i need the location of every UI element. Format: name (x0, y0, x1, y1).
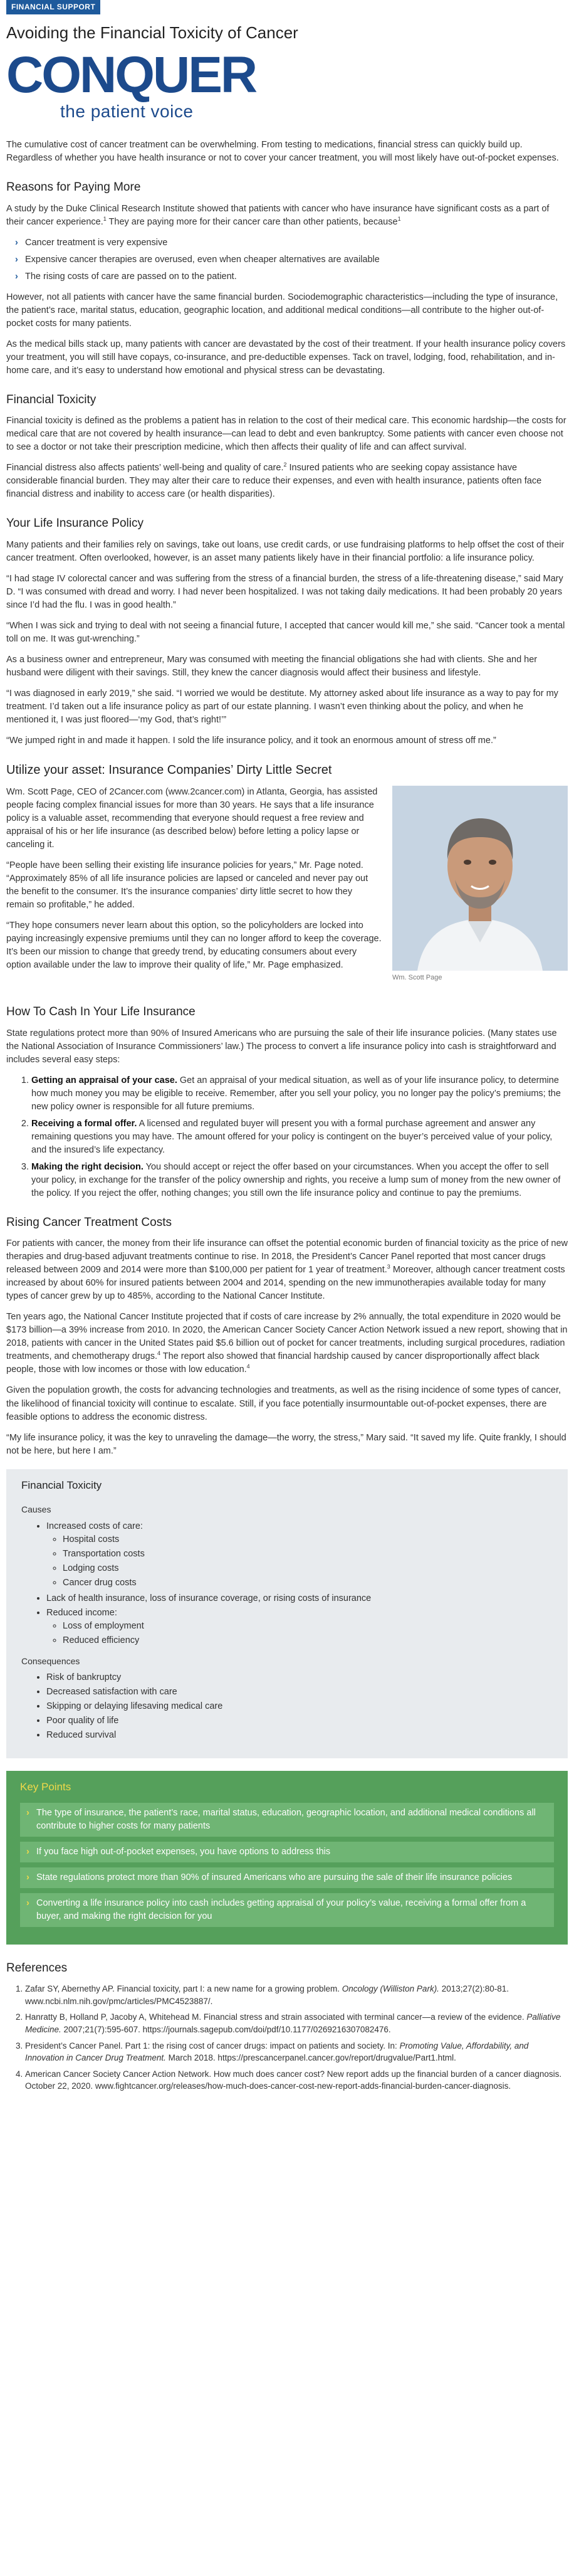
list-item: ◦ Reduced efficiency (63, 1634, 553, 1647)
list-item: 3. Making the right decision. You should accept or reject the offer based on your circumstances. When you accept the offer to sell your policy, in exchange for the transfer of the policy ownership and rights, you receive a lump sum of money from the new owner of the policy. If you reject the offer, nothing changes; you still own the life insurance policy and continue to pay the premiums. (31, 1161, 568, 1200)
quote-5: “My life insurance policy, it was the key to unraveling the damage—the worry, the stress,” Mary said. “It saved my life. Quite frankly, I should not be here, but here I am.” (6, 1432, 566, 1456)
reasons-paragraph-2: However, not all patients with cancer have the same financial burden. Sociodemographic characteristics—including the type of insurance, the patient’s race, marital status, education, geographic location, and additional medical conditions—all contribute to the higher out-of-pocket costs for many patients. (6, 292, 558, 329)
list-item: • Lack of health insurance, loss of insurance coverage, or rising costs of insurance (46, 1592, 553, 1605)
asset-paragraph-2: “People have been selling their existing life insurance policies for years,” Mr. Page noted. “Approximately 85% of all life insurance policies are lapsed or canceled and never pay out the benefit to the consumer. It’s the insurance companies’ dirty little secret to how they remain so profitable,” he added. (6, 860, 368, 911)
chevron-right-icon: › (26, 1872, 29, 1882)
portrait-illustration (392, 786, 568, 971)
reference-item: 1. Zafar SY, Abernethy AP. Financial toxicity, part I: a new name for a growing problem. Oncology (Williston Park). 2013;27(2):80-81. www.ncbi.nlm.nih.gov/pmc/articles/PMC4523887/. (25, 1983, 568, 2007)
key-point-item: › If you face high out-of-pocket expenses, you have options to address this (20, 1842, 554, 1862)
section-heading-asset: Utilize your asset: Insurance Companies’ Dirty Little Secret (6, 763, 332, 778)
summary-heading: Financial Toxicity (21, 1479, 102, 1491)
list-item: 1. Getting an appraisal of your case. Get an appraisal of your medical situation, as well as of your life insurance policy, to determine how much money you may be eligible to receive. Remember, after you sell your policy, you no longer pay the policy’s premiums; the new policy owner is responsible for all future premiums. (31, 1074, 568, 1114)
toxicity-paragraph-1: Financial toxicity is defined as the problems a patient has in relation to the cost of their medical care. This economic hardship—the costs for medical care that are not covered by health insurance—can lead to debt and even bankruptcy. Some patients with cancer even choose not to see a doctor or not take their prescription medicine, which then affects their quality of life and can affect survival. (6, 416, 566, 453)
causes-heading: Causes (21, 1504, 51, 1515)
list-item: • Risk of bankruptcy (46, 1671, 553, 1684)
intro-paragraph: The cumulative cost of cancer treatment can be overwhelming. From testing to medications, financial stress can quickly build up. Regardless of whether you have health insurance or not to cover your cancer treatment, you will most likely have out-of-pocket expenses. (6, 139, 559, 163)
list-item: • Skipping or delaying lifesaving medical care (46, 1700, 553, 1713)
list-item: ◦ Lodging costs (63, 1562, 553, 1575)
section-heading-toxicity: Financial Toxicity (6, 393, 97, 406)
rising-paragraph-1: For patients with cancer, the money from their life insurance can offset the potential economic burden of financial toxicity as the price of new therapies and drug-based adjuvant treatments continue to rise. In 2018, the President’s Cancer Panel reported that most cancer drugs released between 2009 and 2014 were more than $100,000 per patient for 1 year of treatment.$^3$ Moreover, although cancer treatment costs increased by about 60% for insured patients between 2004 and 2014, spending on the new immunotherapies available today for many types of cancer grew by up to 485%, according to the National Cancer Institute. (6, 1238, 568, 1302)
quote-4: “We jumped right in and made it happen. I sold the life insurance policy, and it took an enormous amount of stress off me.” (6, 736, 496, 746)
list-item: ◦ Transportation costs (63, 1548, 553, 1561)
list-item: ◦ Cancer drug costs (63, 1576, 553, 1590)
quote-1: “I had stage IV colorectal cancer and was suffering from the stress of a financial burden, the stress of a life-threatening disease,” said Mary D. “I was consumed with dread and worry. I had never been hospitalized. I was not taking daily medications. It had been probably 20 years since I’d had the flu. I was in good health.” (6, 573, 563, 610)
sub-list (46, 1620, 553, 1647)
chevron-right-icon: › (15, 237, 18, 248)
section-heading-reasons: Reasons for Paying More (6, 181, 141, 194)
references-list (6, 1983, 568, 2093)
toxicity-paragraph-2: Financial distress also affects patients’ well-being and quality of care.$^2$ Insured patients who are seeking copay assistance have considerable financial burden. They may alter their care to reduce their expenses, and even with health insurance, patients often face financial distress and inability to access care (or health disparities). (6, 462, 542, 500)
references-section (6, 1960, 568, 2093)
references-heading: References (6, 1961, 68, 1975)
reasons-paragraph-1: A study by the Duke Clinical Research Institute showed that patients with cancer who have insurance have significant costs as a part of their cancer experience.$^1$ They are paying more for their cancer care than other patients, because$^1$ (6, 203, 550, 227)
asset-paragraph-1: Wm. Scott Page, CEO of 2Cancer.com (www.2cancer.com) in Atlanta, Georgia, has assisted people facing complex financial issues for more than 30 years. He says that a life insurance policy is a valuable asset, recommending that everyone should request a free review and appraisal of his or her life insurance (as described below) before letting a policy lapse or canceling it. (6, 787, 378, 850)
chevron-right-icon: › (26, 1898, 29, 1908)
reasons-list (15, 236, 568, 283)
chevron-right-icon: › (15, 271, 18, 282)
rising-paragraph-3: Given the population growth, the costs for advancing technologies and treatments, as well as the rising incidence of some types of cancer, the likelihood of financial toxicity will continue to escalate. Still, if you face potentially insurmountable out-of-pocket expenses, there are feasible options to address the economic distress. (6, 1385, 561, 1422)
section-heading-life-insurance: Your Life Insurance Policy (6, 517, 144, 531)
rising-paragraph-2: Ten years ago, the National Cancer Institute projected that if costs of care increase by 2% annually, the total expenditure in 2020 would be $173 billion—a 39% increase from 2010. In 2020, the American Cancer Society Cancer Action Network issued a new report, showing that in 2018, patients with cancer in the United States paid $5.6 billion out of pocket for cancer treatments, including surgical procedures, radiation treatments, and chemotherapy drugs.$^4$ The report also showed that financial hardship caused by cancer disproportionally affect black people, those with low incomes or those with low education.$^4$ (6, 1312, 568, 1375)
life-insurance-paragraph-1: Many patients and their families rely on savings, take out loans, use credit cards, or use fundraising platforms to help offset the cost of their cancer treatment. Often overlooked, however, is an asset many patients likely have in their financial portfolio: a life insurance policy. (6, 539, 565, 563)
asset-section (6, 786, 568, 990)
reasons-paragraph-3: As the medical bills stack up, many patients with cancer are devastated by the cost of their treatment. If your health insurance policy covers your treatment, you will still have copays, co-insurance, and pre-deductible expenses. Tack on travel, lodging, food, rehabilitation, and in-home care, and it’s easy to understand how emotional and physical stress can be devastating. (6, 339, 566, 376)
life-insurance-paragraph-2: As a business owner and entrepreneur, Mary was consumed with meeting the financial obligations she had with clients. She and her husband were diligent with their savings. Still, they knew the cancer diagnosis would affect their business and lifestyle. (6, 655, 538, 678)
list-item: › The rising costs of care are passed on to the patient. (15, 270, 568, 283)
reference-item: 3. President’s Cancer Panel. Part 1: the rising cost of cancer drugs: impact on patients and society. In: Promoting Value, Affordability, and Innovation in Cancer Drug Treatment. March 2018. https://prescancerpanel.cancer.gov/report/drugvalue/Part1.html. (25, 2040, 568, 2064)
logo-word: CONQUER (6, 46, 256, 103)
asset-paragraph-3: “They hope consumers never learn about this option, so the policyholders are locked into paying increasingly expensive premiums until they can no longer afford to keep the coverage. It’s been our mission to change that greedy trend, by educating consumers about every option available under the law to improve their quality of life,” Mr. Page emphasized. (6, 921, 382, 971)
category-tag[interactable]: FINANCIAL SUPPORT (6, 0, 100, 14)
portrait-figure (392, 786, 568, 983)
list-item: • Increased costs of care: ◦ Hospital costs ◦ Transportation costs ◦ Lodging costs ◦ Cancer drug costs (46, 1520, 553, 1590)
list-item: • Reduced income: ◦ Loss of employment ◦ Reduced efficiency (46, 1607, 553, 1647)
cash-steps-list (6, 1074, 568, 1200)
key-points-heading: Key Points (20, 1781, 71, 1793)
key-point-item: › The type of insurance, the patient’s race, marital status, education, geographic location, and additional medical conditions all contribute to higher costs for many patients (20, 1803, 554, 1837)
portrait-caption: Wm. Scott Page (392, 974, 442, 982)
quote-3: “I was diagnosed in early 2019,” she said. “I worried we would be destitute. My attorney asked about life insurance as a way to pay for my treatment. I’d taken out a life insurance policy as part of our estate planning. I wasn’t even thinking about the policy, and when he mentioned it, I was just floored—‘my God, that’s right!’” (6, 689, 558, 726)
portrait-photo (392, 786, 568, 971)
key-point-item: › Converting a life insurance policy into cash includes getting appraisal of your policy’s value, receiving a formal offer from a buyer, and making the right decision for you (20, 1893, 554, 1927)
logo-tagline: the patient voice (60, 102, 194, 122)
chevron-right-icon: › (26, 1846, 29, 1857)
list-item: • Poor quality of life (46, 1714, 553, 1728)
list-item: • Decreased satisfaction with care (46, 1686, 553, 1699)
conquer-logo (6, 46, 256, 125)
financial-toxicity-summary-box (6, 1469, 568, 1758)
section-heading-rising: Rising Cancer Treatment Costs (6, 1215, 172, 1229)
list-item: • Reduced survival (46, 1729, 553, 1742)
sub-list (46, 1533, 553, 1590)
page-title: Avoiding the Financial Toxicity of Cancer (6, 23, 298, 43)
causes-list (21, 1520, 553, 1647)
cash-paragraph-1: State regulations protect more than 90% of Insured Americans who are pursuing the sale of their life insurance policies. (Many states use the National Association of Insurance Commissioners’ law.) The process to convert a life insurance policy into cash is straightforward and includes several easy steps: (6, 1028, 557, 1065)
list-item: › Expensive cancer therapies are overused, even when cheaper alternatives are available (15, 253, 568, 267)
list-item: 2. Receiving a formal offer. A licensed and regulated buyer will present you with a formal purchase agreement and answer any remaining questions you may have. The amount offered for your policy is contingent on the buyer’s perceived value of your policy, and the insured’s life expectancy. (31, 1117, 568, 1157)
chevron-right-icon: › (26, 1807, 29, 1818)
consequences-heading: Consequences (21, 1655, 80, 1666)
key-points-box (6, 1771, 568, 1945)
key-point-item: › State regulations protect more than 90% of insured Americans who are pursuing the sale of their life insurance policies (20, 1867, 554, 1888)
quote-2: “When I was sick and trying to deal with not seeing a financial future, I accepted that cancer would kill me,” she said. “Cancer took a mental toll on me. It was gut-wrenching.” (6, 620, 565, 644)
reference-item: 2. Hanratty B, Holland P, Jacoby A, Whitehead M. Financial stress and strain associated with terminal cancer—a review of the evidence. Palliative Medicine. 2007;21(7):595-607. https://journals.sagepub.com/doi/pdf/10.1177/0269216307082476. (25, 2011, 568, 2035)
chevron-right-icon: › (15, 254, 18, 265)
list-item: ◦ Loss of employment (63, 1620, 553, 1633)
section-heading-cash: How To Cash In Your Life Insurance (6, 1005, 196, 1019)
list-item: ◦ Hospital costs (63, 1533, 553, 1546)
consequences-list (21, 1671, 553, 1742)
list-item: › Cancer treatment is very expensive (15, 236, 568, 250)
reference-item: 4. American Cancer Society Cancer Action Network. How much does cancer cost? New report adds up the financial burden of a cancer diagnosis. October 22, 2020. www.fightcancer.org/releases/how-much-does-cancer-cost-new-report-adds-financial-burden-cancer-diagnosis. (25, 2068, 568, 2093)
